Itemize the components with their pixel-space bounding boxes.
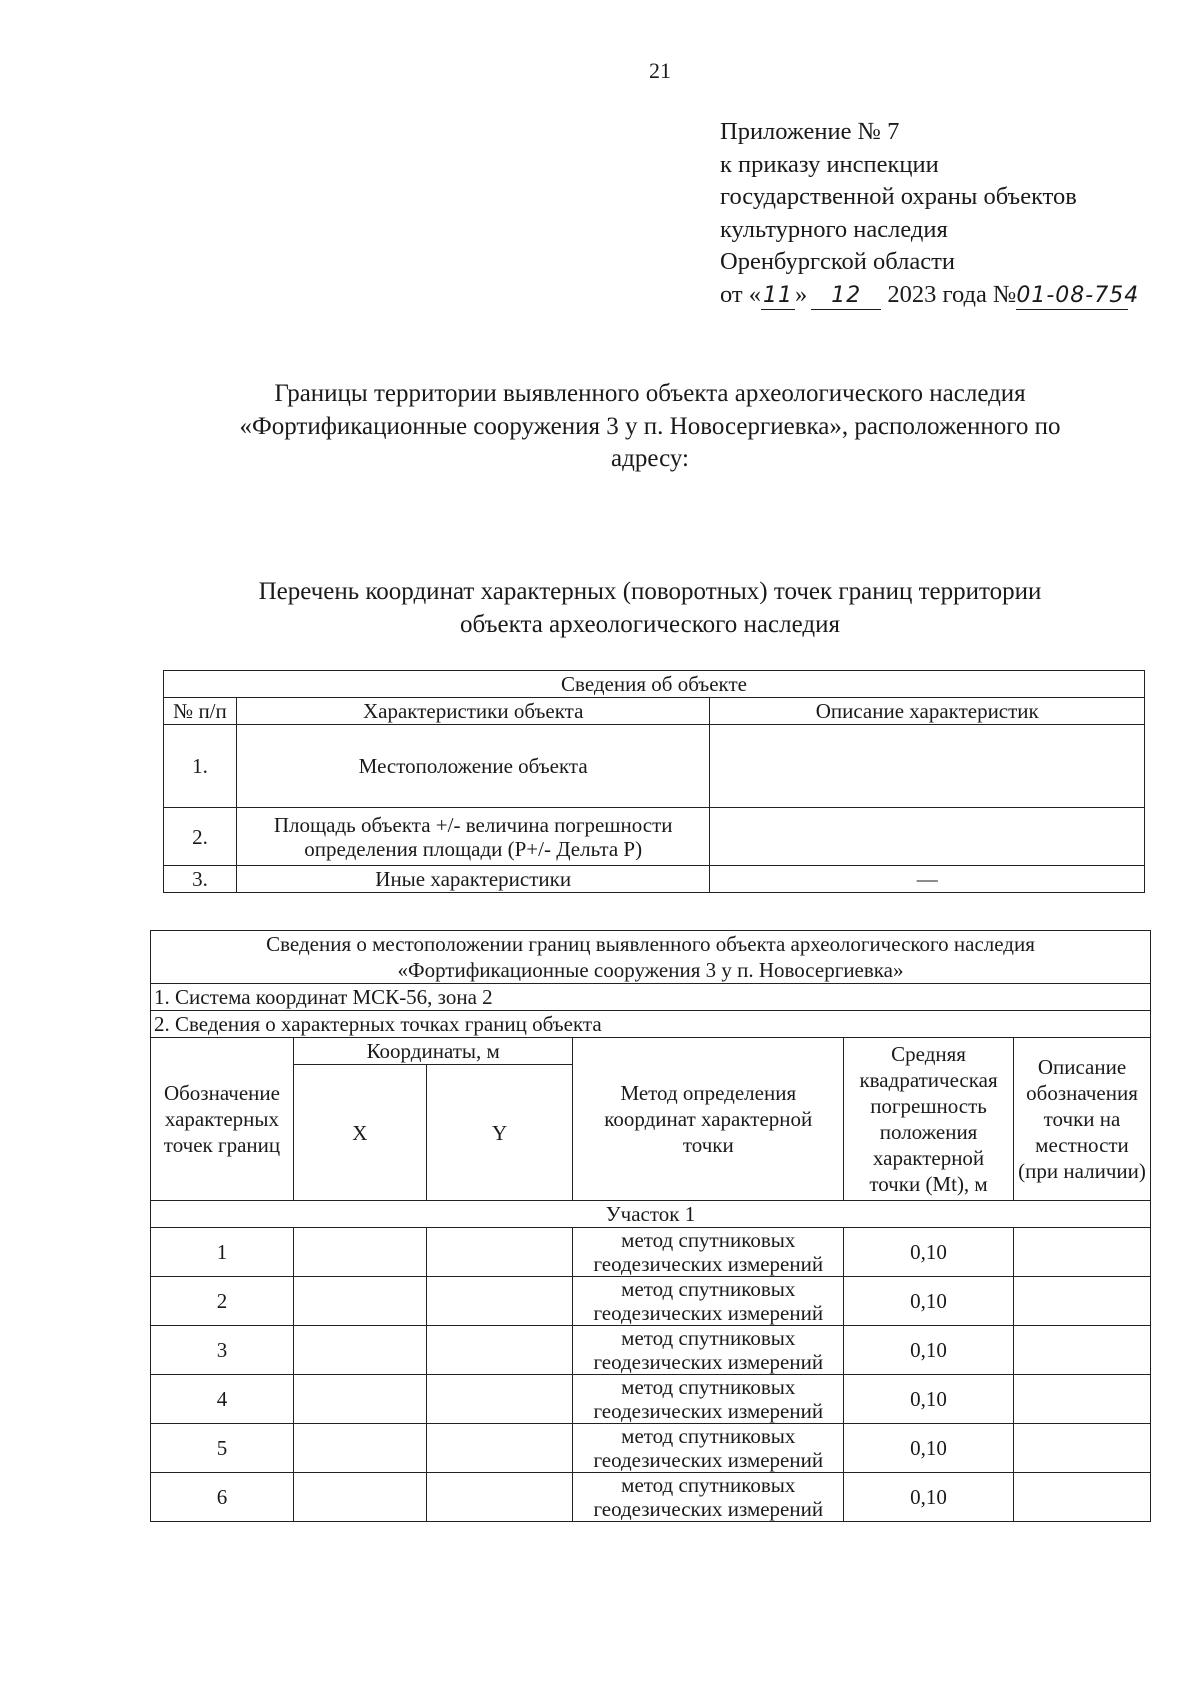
- point-x: [293, 1375, 426, 1424]
- column-header-error: Средняя квадратическая погрешность положения характерной точки (Mt), м: [844, 1038, 1014, 1201]
- column-header-designation: Обозначение характерных точек границ: [151, 1038, 294, 1201]
- appendix-line: культурного наследия: [720, 215, 948, 243]
- row-characteristic: Местоположение объекта: [236, 725, 710, 808]
- point-number: 1: [151, 1228, 294, 1277]
- date-month: 12: [811, 283, 881, 310]
- row-number: 3.: [164, 866, 237, 893]
- coord-system: 1. Система координат МСК-56, зона 2: [151, 984, 1151, 1011]
- row-description: —: [710, 866, 1145, 893]
- point-x: [293, 1326, 426, 1375]
- point-method: метод спутниковых геодезических измерений: [573, 1228, 844, 1277]
- table-row: [164, 725, 1145, 808]
- title-line: адресу:: [611, 445, 689, 472]
- table-header: [151, 931, 1151, 984]
- point-description: [1014, 1277, 1151, 1326]
- section-row: [151, 1201, 1151, 1228]
- column-header-method: Метод определения координат характерной точки: [573, 1038, 844, 1201]
- point-number: 3: [151, 1326, 294, 1375]
- table-header-row: [164, 671, 1145, 698]
- column-header: № п/п: [164, 698, 237, 725]
- point-error: 0,10: [844, 1375, 1014, 1424]
- appendix-date-line: [720, 279, 1140, 312]
- point-description: [1014, 1326, 1151, 1375]
- point-description: [1014, 1473, 1151, 1522]
- table-columns-row: [164, 698, 1145, 725]
- table-columns-row: [151, 1038, 1151, 1065]
- point-number: 2: [151, 1277, 294, 1326]
- points-info: 2. Сведения о характерных точках границ объекта: [151, 1011, 1151, 1038]
- column-header-coordinates: Координаты, м: [293, 1038, 573, 1065]
- point-number: 4: [151, 1375, 294, 1424]
- table-row: [164, 866, 1145, 893]
- boundary-coordinates-table: [150, 930, 1151, 1522]
- document-title: [150, 378, 1150, 476]
- point-y: [426, 1375, 573, 1424]
- point-y: [426, 1326, 573, 1375]
- point-y: [426, 1277, 573, 1326]
- appendix-line: к приказу инспекции: [720, 150, 939, 178]
- appendix-line: Оренбургской области: [720, 248, 955, 275]
- date-mid: »: [795, 280, 808, 308]
- page-number: 21: [649, 58, 671, 83]
- order-number: 01-08-754: [1016, 282, 1140, 308]
- date-suffix: 2023 года №: [887, 280, 1017, 308]
- column-header-description: Описание обозначения точки на местности (при наличии): [1014, 1038, 1151, 1201]
- point-method: метод спутниковых геодезических измерений: [573, 1473, 844, 1522]
- column-header-x: X: [293, 1065, 426, 1201]
- point-method: метод спутниковых геодезических измерений: [573, 1375, 844, 1424]
- table-row: [151, 1326, 1151, 1375]
- point-error: 0,10: [844, 1473, 1014, 1522]
- point-x: [293, 1277, 426, 1326]
- document-subtitle: [150, 576, 1150, 641]
- column-header-y: Y: [426, 1065, 573, 1201]
- point-error: 0,10: [844, 1228, 1014, 1277]
- row-description: [710, 725, 1145, 808]
- table-row: [151, 1424, 1151, 1473]
- point-error: 0,10: [844, 1326, 1014, 1375]
- coord-system-row: [151, 984, 1151, 1011]
- date-day: 11: [763, 282, 794, 308]
- column-header: Характеристики объекта: [236, 698, 710, 725]
- header-line: «Фортификационные сооружения 3 у п. Новосергиевка»: [397, 958, 904, 982]
- point-method: метод спутниковых геодезических измерений: [573, 1424, 844, 1473]
- points-info-row: [151, 1011, 1151, 1038]
- point-error: 0,10: [844, 1277, 1014, 1326]
- point-number: 6: [151, 1473, 294, 1522]
- appendix-line: государственной охраны объектов: [720, 183, 1077, 210]
- title-line: Границы территории выявленного объекта археологического наследия: [274, 380, 1026, 407]
- table-row: [151, 1277, 1151, 1326]
- row-number: 1.: [164, 725, 237, 808]
- point-y: [426, 1473, 573, 1522]
- column-header: Описание характеристик: [710, 698, 1145, 725]
- header-line: Сведения о местоположении границ выявленного объекта археологического наследия: [266, 932, 1035, 956]
- point-x: [293, 1473, 426, 1522]
- point-method: метод спутниковых геодезических измерений: [573, 1326, 844, 1375]
- point-x: [293, 1228, 426, 1277]
- point-x: [293, 1424, 426, 1473]
- point-description: [1014, 1375, 1151, 1424]
- row-description: [710, 808, 1145, 866]
- title-line: «Фортификационные сооружения 3 у п. Новосергиевка», расположенного по: [239, 412, 1061, 440]
- point-error: 0,10: [844, 1424, 1014, 1473]
- date-prefix: от «: [720, 280, 762, 308]
- row-characteristic: Площадь объекта +/- величина погрешности определения площади (Р+/- Дельта Р): [236, 808, 710, 866]
- section-label: Участок 1: [151, 1201, 1151, 1228]
- point-y: [426, 1424, 573, 1473]
- table-row: [151, 1473, 1151, 1522]
- table-row: [151, 1228, 1151, 1277]
- appendix-line: Приложение № 7: [720, 118, 900, 145]
- subtitle-line: Перечень координат характерных (поворотных) точек границ территории: [258, 578, 1042, 605]
- point-y: [426, 1228, 573, 1277]
- point-method: метод спутниковых геодезических измерений: [573, 1277, 844, 1326]
- row-number: 2.: [164, 808, 237, 866]
- appendix-block: [720, 116, 1140, 311]
- point-description: [1014, 1424, 1151, 1473]
- table-header-row: [151, 931, 1151, 984]
- table-row: [164, 808, 1145, 866]
- table-row: [151, 1375, 1151, 1424]
- point-number: 5: [151, 1424, 294, 1473]
- subtitle-line: объекта археологического наследия: [460, 610, 840, 638]
- table-header: Сведения об объекте: [164, 671, 1145, 698]
- object-info-table: [163, 670, 1145, 893]
- point-description: [1014, 1228, 1151, 1277]
- row-characteristic: Иные характеристики: [236, 866, 710, 893]
